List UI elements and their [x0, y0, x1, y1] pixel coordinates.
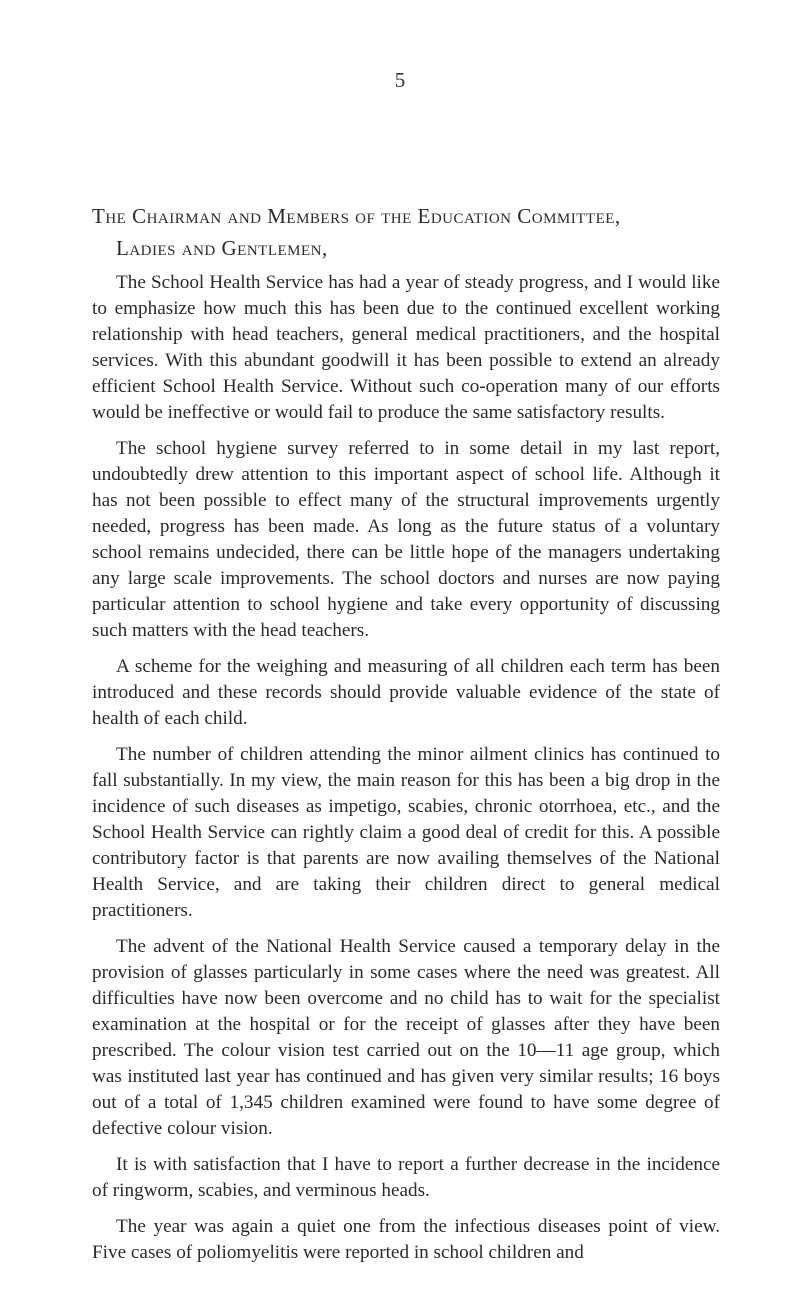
paragraph-school-health-progress: The School Health Service has had a year of steady progress, and I would like to emphasize how much this has been due to the continued excellent working relationship with head teachers, general medical practitioners, and the hospital services. With this abundant goodwill it has been possible to extend an already efficient School Health Service. Without such co-operation many of our efforts would be ineffective or would fail to produce the same satisfactory results.: [92, 272, 720, 423]
paragraph-glasses-colour-vision: The advent of the National Health Service caused a temporary delay in the provision of glasses particularly in some cases where the need was greatest. All difficulties have now been overcome and no child has to wait for the specialist examination at the hospital or for the receipt of glasses after they have been prescribed. The colour vision test carried out on the 10—11 age group, which was instituted last year has continued and has given very similar results; 16 boys out of a total of 1,345 children examined were found to have some degree of defective colour vision.: [92, 936, 720, 1139]
paragraph-ringworm: It is with satisfaction that I have to report a further decrease in the incidence of ringworm, scabies, and verminous heads.: [92, 1154, 720, 1201]
letter-body: [92, 200, 720, 1276]
page-number: 5: [394, 68, 406, 92]
salutation-greeting: Ladies and Gentlemen,: [116, 236, 328, 260]
paragraph-school-hygiene-survey: The school hygiene survey referred to in some detail in my last report, undoubtedly drew attention to this important aspect of school life. Although it has not been possible to effect many of the structural improvements urgently needed, progress has been made. As long as the future status of a voluntary school remains undecided, there can be little hope of the managers undertaking any large scale improvements. The school doctors and nurses are now paying particular attention to school hygiene and take every opportunity of discussing such matters with the head teachers.: [92, 438, 720, 641]
paragraph-minor-ailment-clinics: The number of children attending the minor ailment clinics has continued to fall substantially. In my view, the main reason for this has been a big drop in the incidence of such diseases as impetigo, scabies, chronic otorrhoea, etc., and the School Health Service can rightly claim a good deal of credit for this. A possible contributory factor is that parents are now availing themselves of the National Health Service, and are taking their children direct to general medical practitioners.: [92, 744, 720, 921]
paragraph-weighing-scheme: A scheme for the weighing and measuring of all children each term has been introduced and these records should provide valuable evidence of the state of health of each child.: [92, 656, 720, 729]
salutation-addressee: The Chairman and Members of the Education Committee,: [92, 204, 621, 228]
paragraph-infectious-diseases: The year was again a quiet one from the infectious diseases point of view. Five cases of poliomyelitis were reported in school children and: [92, 1216, 720, 1263]
